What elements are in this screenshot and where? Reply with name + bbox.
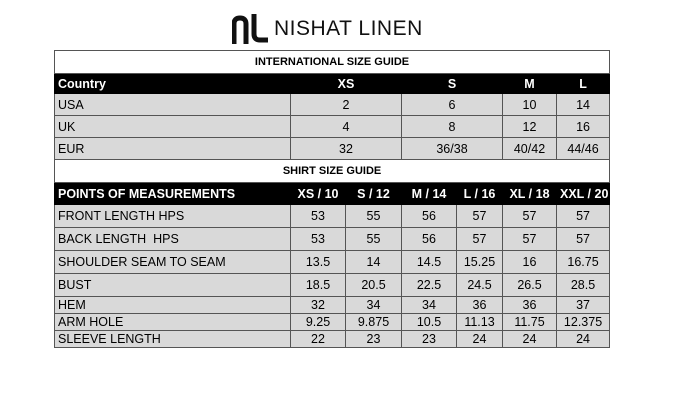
measure-cell: 55	[346, 205, 402, 228]
size-cell: 10	[503, 94, 557, 116]
measure-cell: 18.5	[291, 274, 346, 297]
size-cell: 16	[557, 116, 610, 138]
table-row	[55, 116, 610, 138]
measure-cell: 24	[457, 331, 503, 348]
header-l: L	[557, 74, 610, 94]
measure-cell: 15.25	[457, 251, 503, 274]
size-cell: 14	[557, 94, 610, 116]
shirt-header-row	[55, 183, 610, 205]
measure-cell: 20.5	[346, 274, 402, 297]
table-row	[55, 274, 610, 297]
shirt-size-table	[54, 159, 610, 348]
header-xs: XS	[291, 74, 402, 94]
measure-cell: 10.5	[402, 314, 457, 331]
country-cell: USA	[55, 94, 291, 116]
measure-cell: 22	[291, 331, 346, 348]
measure-cell: 57	[557, 228, 610, 251]
header-points: POINTS OF MEASUREMENTS	[55, 183, 291, 205]
measure-cell: 26.5	[503, 274, 557, 297]
measurement-label: SLEEVE LENGTH	[55, 331, 291, 348]
size-cell: 44/46	[557, 138, 610, 160]
measure-cell: 53	[291, 205, 346, 228]
header-m: M	[503, 74, 557, 94]
header-country: Country	[55, 74, 291, 94]
measure-cell: 23	[402, 331, 457, 348]
header-xl18: XL / 18	[503, 183, 557, 205]
measure-cell: 11.75	[503, 314, 557, 331]
measure-cell: 36	[457, 297, 503, 314]
size-cell: 2	[291, 94, 402, 116]
measure-cell: 53	[291, 228, 346, 251]
measure-cell: 56	[402, 205, 457, 228]
measurement-label: FRONT LENGTH HPS	[55, 205, 291, 228]
table-row	[55, 228, 610, 251]
measure-cell: 57	[503, 228, 557, 251]
size-cell: 40/42	[503, 138, 557, 160]
header-xs10: XS / 10	[291, 183, 346, 205]
international-header-row	[55, 74, 610, 94]
measure-cell: 9.25	[291, 314, 346, 331]
shirt-title-row	[55, 160, 610, 183]
measure-cell: 32	[291, 297, 346, 314]
measure-cell: 34	[402, 297, 457, 314]
international-title: INTERNATIONAL SIZE GUIDE	[55, 51, 610, 74]
measurement-label: ARM HOLE	[55, 314, 291, 331]
measure-cell: 57	[457, 205, 503, 228]
measure-cell: 24	[503, 331, 557, 348]
measure-cell: 56	[402, 228, 457, 251]
size-cell: 8	[402, 116, 503, 138]
measure-cell: 12.375	[557, 314, 610, 331]
measure-cell: 23	[346, 331, 402, 348]
table-row	[55, 205, 610, 228]
table-row	[55, 94, 610, 116]
measure-cell: 24.5	[457, 274, 503, 297]
size-cell: 32	[291, 138, 402, 160]
measure-cell: 14	[346, 251, 402, 274]
country-cell: EUR	[55, 138, 291, 160]
header-s12: S / 12	[346, 183, 402, 205]
table-row	[55, 314, 610, 331]
header-s: S	[402, 74, 503, 94]
header-xxl20: XXL / 20	[557, 183, 610, 205]
measure-cell: 24	[557, 331, 610, 348]
size-cell: 4	[291, 116, 402, 138]
measure-cell: 13.5	[291, 251, 346, 274]
international-title-row	[55, 51, 610, 74]
header-m14: M / 14	[402, 183, 457, 205]
measure-cell: 16	[503, 251, 557, 274]
measure-cell: 57	[457, 228, 503, 251]
measure-cell: 57	[557, 205, 610, 228]
brand-logo	[232, 12, 423, 46]
size-cell: 6	[402, 94, 503, 116]
measure-cell: 57	[503, 205, 557, 228]
table-row	[55, 331, 610, 348]
measurement-label: BUST	[55, 274, 291, 297]
size-cell: 36/38	[402, 138, 503, 160]
header-l16: L / 16	[457, 183, 503, 205]
measurement-label: SHOULDER SEAM TO SEAM	[55, 251, 291, 274]
table-row	[55, 251, 610, 274]
measure-cell: 34	[346, 297, 402, 314]
measure-cell: 9.875	[346, 314, 402, 331]
shirt-title: SHIRT SIZE GUIDE	[55, 160, 610, 183]
measure-cell: 55	[346, 228, 402, 251]
measurement-label: HEM	[55, 297, 291, 314]
measure-cell: 11.13	[457, 314, 503, 331]
size-guide-sheet	[54, 50, 609, 348]
nl-monogram-icon	[232, 14, 268, 44]
measure-cell: 14.5	[402, 251, 457, 274]
international-size-table	[54, 50, 610, 160]
measure-cell: 36	[503, 297, 557, 314]
measure-cell: 37	[557, 297, 610, 314]
table-row	[55, 297, 610, 314]
brand-name: NISHAT LINEN	[274, 17, 423, 40]
table-row	[55, 138, 610, 160]
measure-cell: 22.5	[402, 274, 457, 297]
measure-cell: 16.75	[557, 251, 610, 274]
measurement-label: BACK LENGTH HPS	[55, 228, 291, 251]
country-cell: UK	[55, 116, 291, 138]
measure-cell: 28.5	[557, 274, 610, 297]
size-cell: 12	[503, 116, 557, 138]
